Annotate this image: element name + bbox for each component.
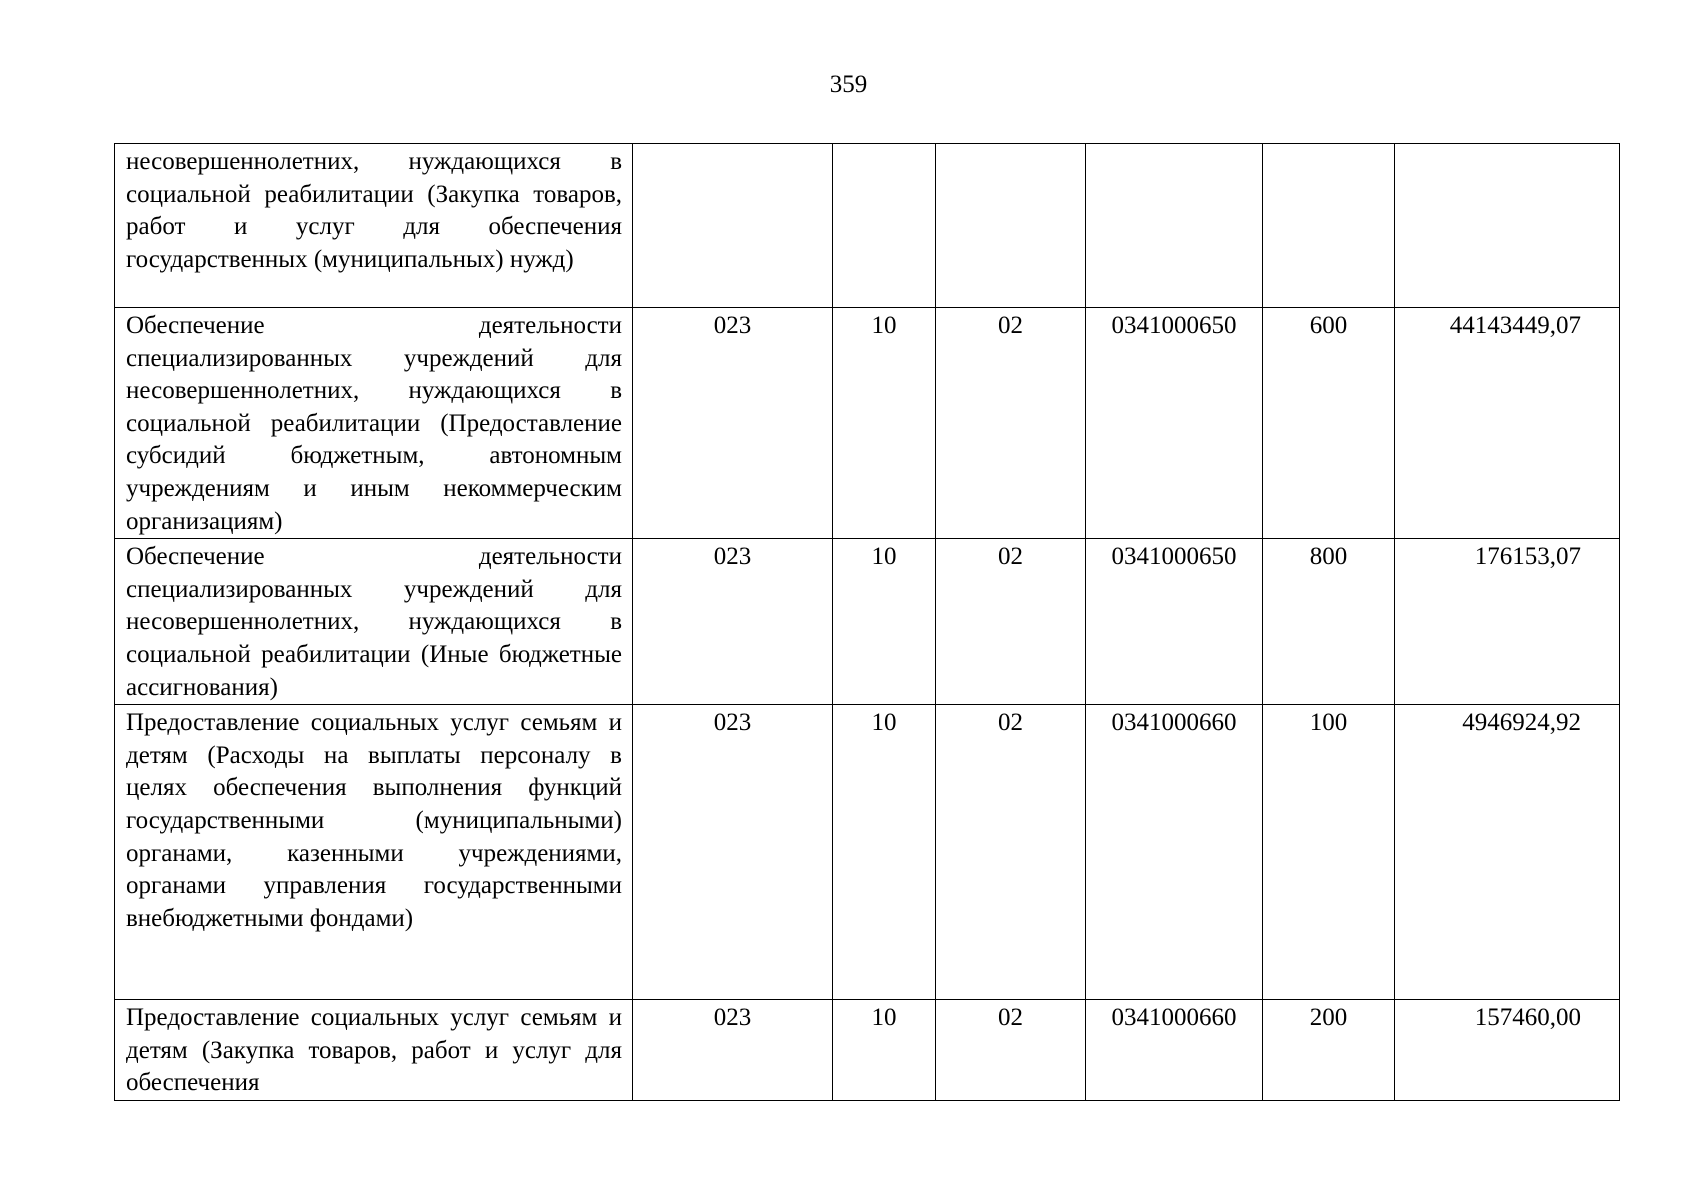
ministry-code (633, 144, 833, 308)
expense-type-code: 200 (1263, 1000, 1395, 1101)
ministry-code: 023 (633, 1000, 833, 1101)
table-row (115, 539, 1620, 705)
section-code: 10 (833, 705, 936, 1000)
ministry-code: 023 (633, 539, 833, 705)
expense-type-code: 800 (1263, 539, 1395, 705)
subsection-code: 02 (936, 539, 1086, 705)
ministry-code: 023 (633, 705, 833, 1000)
target-article-code (1086, 144, 1263, 308)
table-row (115, 705, 1620, 1000)
budget-table (114, 143, 1620, 1101)
expense-type-code (1263, 144, 1395, 308)
subsection-code: 02 (936, 1000, 1086, 1101)
subsection-code: 02 (936, 308, 1086, 539)
amount-value: 157460,00 (1395, 1000, 1620, 1101)
target-article-code: 0341000650 (1086, 308, 1263, 539)
table-row (115, 144, 1620, 308)
subsection-code: 02 (936, 705, 1086, 1000)
expense-description: Обеспечение деятельности специализированных учреждений для несовершеннолетних, нуждающихся в социальной реабилитации (Иные бюджетные ассигнования) (115, 539, 633, 705)
subsection-code (936, 144, 1086, 308)
amount-value: 44143449,07 (1395, 308, 1620, 539)
section-code: 10 (833, 1000, 936, 1101)
table-row (115, 1000, 1620, 1101)
amount-value: 176153,07 (1395, 539, 1620, 705)
section-code (833, 144, 936, 308)
target-article-code: 0341000660 (1086, 705, 1263, 1000)
target-article-code: 0341000650 (1086, 539, 1263, 705)
expense-description: Предоставление социальных услуг семьям и детям (Закупка товаров, работ и услуг для обеспечения (115, 1000, 633, 1101)
expense-description: несовершеннолетних, нуждающихся в социальной реабилитации (Закупка товаров, работ и услуг для обеспечения государственных (муниципальных) нужд) (115, 144, 633, 308)
target-article-code: 0341000660 (1086, 1000, 1263, 1101)
expense-type-code: 600 (1263, 308, 1395, 539)
page-number: 359 (829, 71, 868, 98)
section-code: 10 (833, 308, 936, 539)
amount-value: 4946924,92 (1395, 705, 1620, 1000)
table-row (115, 308, 1620, 539)
expense-description: Обеспечение деятельности специализированных учреждений для несовершеннолетних, нуждающихся в социальной реабилитации (Предоставление субсидий бюджетным, автономным учреждениям и иным некоммерческим организациям) (115, 308, 633, 539)
ministry-code: 023 (633, 308, 833, 539)
expense-type-code: 100 (1263, 705, 1395, 1000)
amount-value (1395, 144, 1620, 308)
section-code: 10 (833, 539, 936, 705)
expense-description: Предоставление социальных услуг семьям и детям (Расходы на выплаты персоналу в целях обеспечения выполнения функций государственными (муниципальными) органами, казенными учреждениями, органами управления государственными внебюджетными фондами) (115, 705, 633, 1000)
